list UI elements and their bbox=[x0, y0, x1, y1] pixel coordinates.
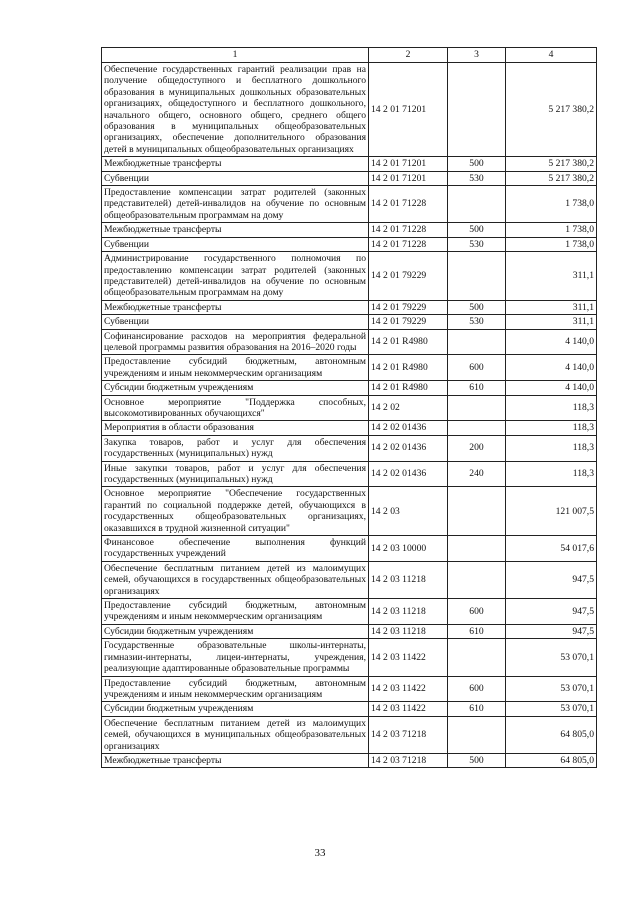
column-header: 2 bbox=[369, 48, 448, 63]
code-cell: 14 2 03 bbox=[369, 487, 448, 536]
code-cell: 14 2 01 71201 bbox=[369, 63, 448, 157]
name-cell: Обеспечение государственных гарантий реализации прав на получение общедоступного и бесплатного дошкольного образования в муниципальных дошкольных образовательных организациях, общедоступного и бесплатного дошкольного, начального общего, основного общего, среднего общего образования в муниципальных общеобразовательных организациях, обеспечение дополнительного образования детей в муниципальных общеобразовательных организациях bbox=[102, 63, 369, 157]
amount-cell: 5 217 380,2 bbox=[506, 171, 597, 185]
code-cell: 14 2 02 01436 bbox=[369, 435, 448, 461]
amount-cell: 947,5 bbox=[506, 624, 597, 638]
amount-cell: 5 217 380,2 bbox=[506, 63, 597, 157]
amount-cell: 1 738,0 bbox=[506, 237, 597, 251]
expense-type-cell: 500 bbox=[448, 223, 506, 237]
code-cell: 14 2 01 79229 bbox=[369, 315, 448, 329]
amount-cell: 5 217 380,2 bbox=[506, 157, 597, 171]
name-cell: Межбюджетные трансферты bbox=[102, 157, 369, 171]
column-header: 3 bbox=[448, 48, 506, 63]
amount-cell: 947,5 bbox=[506, 561, 597, 598]
code-cell: 14 2 03 11218 bbox=[369, 561, 448, 598]
code-cell: 14 2 03 11422 bbox=[369, 639, 448, 676]
amount-cell: 64 805,0 bbox=[506, 753, 597, 767]
table-row bbox=[102, 702, 597, 716]
name-cell: Предоставление субсидий бюджетным, автономным учреждениям и иным некоммерческим организациям bbox=[102, 599, 369, 625]
amount-cell: 1 738,0 bbox=[506, 223, 597, 237]
table-row bbox=[102, 624, 597, 638]
expense-type-cell: 530 bbox=[448, 171, 506, 185]
name-cell: Обеспечение бесплатным питанием детей из малоимущих семей, обучающихся в муниципальных общеобразовательных организациях bbox=[102, 716, 369, 753]
code-cell: 14 2 03 11422 bbox=[369, 676, 448, 702]
expense-type-cell bbox=[448, 186, 506, 223]
expense-type-cell: 600 bbox=[448, 676, 506, 702]
expense-type-cell bbox=[448, 63, 506, 157]
name-cell: Субвенции bbox=[102, 237, 369, 251]
table-body bbox=[102, 63, 597, 768]
table-row bbox=[102, 252, 597, 301]
code-cell: 14 2 02 bbox=[369, 395, 448, 421]
code-cell: 14 2 03 11422 bbox=[369, 702, 448, 716]
expense-type-cell: 200 bbox=[448, 435, 506, 461]
expense-type-cell: 610 bbox=[448, 702, 506, 716]
table-row bbox=[102, 329, 597, 355]
name-cell: Межбюджетные трансферты bbox=[102, 223, 369, 237]
code-cell: 14 2 01 71228 bbox=[369, 186, 448, 223]
amount-cell: 118,3 bbox=[506, 461, 597, 487]
table-row bbox=[102, 381, 597, 395]
name-cell: Субсидии бюджетным учреждениям bbox=[102, 624, 369, 638]
code-cell: 14 2 01 71201 bbox=[369, 171, 448, 185]
column-header: 1 bbox=[102, 48, 369, 63]
expense-type-cell: 610 bbox=[448, 624, 506, 638]
table-row bbox=[102, 487, 597, 536]
code-cell: 14 2 03 71218 bbox=[369, 716, 448, 753]
name-cell: Основное мероприятие "Поддержка способных, высокомотивированных обучающихся" bbox=[102, 395, 369, 421]
expense-type-cell bbox=[448, 487, 506, 536]
table-row bbox=[102, 536, 597, 562]
expense-type-cell: 530 bbox=[448, 237, 506, 251]
name-cell: Предоставление компенсации затрат родителей (законных представителей) детей-инвалидов на обучение по основным общеобразовательным программам на дому bbox=[102, 186, 369, 223]
code-cell: 14 2 01 79229 bbox=[369, 252, 448, 301]
name-cell: Обеспечение бесплатным питанием детей из малоимущих семей, обучающихся в государственных общеобразовательных организациях bbox=[102, 561, 369, 598]
amount-cell: 4 140,0 bbox=[506, 381, 597, 395]
amount-cell: 311,1 bbox=[506, 315, 597, 329]
expense-type-cell: 500 bbox=[448, 157, 506, 171]
name-cell: Основное мероприятие "Обеспечение государственных гарантий по социальной поддержке детей, обучающихся в государственных общеобразовательных организациях, оказавшихся в трудной жизненной ситуации" bbox=[102, 487, 369, 536]
expense-type-cell bbox=[448, 395, 506, 421]
expense-type-cell bbox=[448, 716, 506, 753]
code-cell: 14 2 03 11218 bbox=[369, 599, 448, 625]
expense-type-cell bbox=[448, 421, 506, 435]
table-row bbox=[102, 171, 597, 185]
code-cell: 14 2 01 R4980 bbox=[369, 329, 448, 355]
amount-cell: 311,1 bbox=[506, 300, 597, 314]
table-row bbox=[102, 395, 597, 421]
table-row bbox=[102, 461, 597, 487]
expense-type-cell: 500 bbox=[448, 300, 506, 314]
amount-cell: 118,3 bbox=[506, 435, 597, 461]
name-cell: Субсидии бюджетным учреждениям bbox=[102, 702, 369, 716]
expense-type-cell: 600 bbox=[448, 355, 506, 381]
code-cell: 14 2 02 01436 bbox=[369, 461, 448, 487]
amount-cell: 54 017,6 bbox=[506, 536, 597, 562]
amount-cell: 64 805,0 bbox=[506, 716, 597, 753]
table-row bbox=[102, 157, 597, 171]
amount-cell: 53 070,1 bbox=[506, 639, 597, 676]
name-cell: Государственные образовательные школы-интернаты, гимназии-интернаты, лицеи-интернаты, учреждения, реализующие адаптированные образовательные программы bbox=[102, 639, 369, 676]
code-cell: 14 2 02 01436 bbox=[369, 421, 448, 435]
expense-type-cell bbox=[448, 329, 506, 355]
expense-type-cell bbox=[448, 252, 506, 301]
table-row bbox=[102, 421, 597, 435]
expense-type-cell: 610 bbox=[448, 381, 506, 395]
code-cell: 14 2 01 R4980 bbox=[369, 355, 448, 381]
code-cell: 14 2 01 79229 bbox=[369, 300, 448, 314]
code-cell: 14 2 03 71218 bbox=[369, 753, 448, 767]
table-row bbox=[102, 355, 597, 381]
table-row bbox=[102, 300, 597, 314]
expense-type-cell bbox=[448, 639, 506, 676]
table-row bbox=[102, 435, 597, 461]
name-cell: Субвенции bbox=[102, 315, 369, 329]
code-cell: 14 2 01 71228 bbox=[369, 223, 448, 237]
amount-cell: 1 738,0 bbox=[506, 186, 597, 223]
page-number: 33 bbox=[314, 847, 326, 859]
amount-cell: 4 140,0 bbox=[506, 355, 597, 381]
code-cell: 14 2 01 71228 bbox=[369, 237, 448, 251]
name-cell: Межбюджетные трансферты bbox=[102, 300, 369, 314]
table-row bbox=[102, 753, 597, 767]
table-header-row bbox=[102, 48, 597, 63]
name-cell: Администрирование государственного полномочия по предоставлению компенсации затрат родителей (законных представителей) детей-инвалидов на обучение по основным общеобразовательным программам на дому bbox=[102, 252, 369, 301]
table-row bbox=[102, 63, 597, 157]
table-row bbox=[102, 561, 597, 598]
table-row bbox=[102, 676, 597, 702]
table-row bbox=[102, 639, 597, 676]
name-cell: Иные закупки товаров, работ и услуг для обеспечения государственных (муниципальных) нужд bbox=[102, 461, 369, 487]
name-cell: Субсидии бюджетным учреждениям bbox=[102, 381, 369, 395]
name-cell: Предоставление субсидий бюджетным, автономным учреждениям и иным некоммерческим организациям bbox=[102, 355, 369, 381]
amount-cell: 947,5 bbox=[506, 599, 597, 625]
code-cell: 14 2 01 R4980 bbox=[369, 381, 448, 395]
amount-cell: 311,1 bbox=[506, 252, 597, 301]
expense-type-cell: 530 bbox=[448, 315, 506, 329]
expense-type-cell: 500 bbox=[448, 753, 506, 767]
amount-cell: 53 070,1 bbox=[506, 676, 597, 702]
name-cell: Финансовое обеспечение выполнения функций государственных учреждений bbox=[102, 536, 369, 562]
table-row bbox=[102, 716, 597, 753]
name-cell: Предоставление субсидий бюджетным, автономным учреждениям и иным некоммерческим организациям bbox=[102, 676, 369, 702]
amount-cell: 118,3 bbox=[506, 421, 597, 435]
amount-cell: 121 007,5 bbox=[506, 487, 597, 536]
expense-type-cell: 600 bbox=[448, 599, 506, 625]
expense-type-cell bbox=[448, 561, 506, 598]
expense-type-cell bbox=[448, 536, 506, 562]
table-row bbox=[102, 237, 597, 251]
table-row bbox=[102, 223, 597, 237]
code-cell: 14 2 01 71201 bbox=[369, 157, 448, 171]
table-row bbox=[102, 599, 597, 625]
table-row bbox=[102, 315, 597, 329]
name-cell: Закупка товаров, работ и услуг для обеспечения государственных (муниципальных) нужд bbox=[102, 435, 369, 461]
code-cell: 14 2 03 10000 bbox=[369, 536, 448, 562]
name-cell: Межбюджетные трансферты bbox=[102, 753, 369, 767]
name-cell: Мероприятия в области образования bbox=[102, 421, 369, 435]
table-row bbox=[102, 186, 597, 223]
name-cell: Субвенции bbox=[102, 171, 369, 185]
amount-cell: 118,3 bbox=[506, 395, 597, 421]
expense-type-cell: 240 bbox=[448, 461, 506, 487]
amount-cell: 53 070,1 bbox=[506, 702, 597, 716]
amount-cell: 4 140,0 bbox=[506, 329, 597, 355]
column-header: 4 bbox=[506, 48, 597, 63]
code-cell: 14 2 03 11218 bbox=[369, 624, 448, 638]
name-cell: Софинансирование расходов на мероприятия федеральной целевой программы развития образования на 2016–2020 годы bbox=[102, 329, 369, 355]
budget-table bbox=[101, 47, 597, 768]
